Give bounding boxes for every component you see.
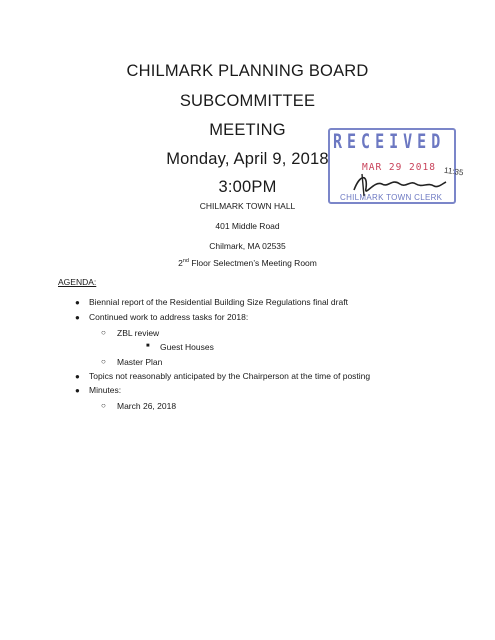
floor-suffix: nd <box>182 258 189 265</box>
board-name: CHILMARK PLANNING BOARD <box>126 62 369 80</box>
building-name: CHILMARK TOWN HALL <box>199 201 296 211</box>
bullet-icon: ● <box>75 298 80 307</box>
agenda-item: Biennial report of the Residential Building Size Regulations final draft <box>89 297 348 307</box>
street-address: 401 Middle Road <box>215 221 280 231</box>
agenda-heading: AGENDA: <box>58 277 97 287</box>
square-bullet-icon: ■ <box>146 343 150 349</box>
clerk-signature <box>348 170 448 200</box>
meeting-time: 3:00PM <box>218 178 277 196</box>
city-address: Chilmark, MA 02535 <box>209 241 286 251</box>
stamp-clerk: CHILMARK TOWN CLERK <box>340 193 443 202</box>
subcommittee-title: SUBCOMMITTEE <box>179 92 316 110</box>
bullet-icon: ● <box>75 386 80 395</box>
circle-bullet-icon: ○ <box>101 357 106 366</box>
meeting-date: Monday, April 9, 2018 <box>166 150 329 168</box>
agenda-item: Topics not reasonably anticipated by the Chairperson at the time of posting <box>89 371 371 381</box>
agenda-subitem: Master Plan <box>117 357 163 367</box>
stamp-received-text: RECEIVED <box>333 130 446 154</box>
meeting-room <box>0 258 495 268</box>
agenda-item: Minutes: <box>89 385 122 395</box>
agenda-subitem: ZBL review <box>117 328 160 338</box>
bullet-icon: ● <box>75 372 80 381</box>
room-name: Floor Selectmen’s Meeting Room <box>188 258 317 268</box>
agenda-subitem: March 26, 2018 <box>117 401 177 411</box>
meeting-title: MEETING <box>209 121 286 139</box>
bullet-icon: ● <box>75 313 80 322</box>
agenda-subsubitem: Guest Houses <box>160 342 214 352</box>
stamp-time: 11:35 <box>443 165 464 178</box>
circle-bullet-icon: ○ <box>101 328 106 337</box>
agenda-item: Continued work to address tasks for 2018: <box>89 312 249 322</box>
circle-bullet-icon: ○ <box>101 401 106 410</box>
floor-number: 2 <box>178 258 183 268</box>
stamp-date: MAR 29 2018 <box>362 162 436 173</box>
